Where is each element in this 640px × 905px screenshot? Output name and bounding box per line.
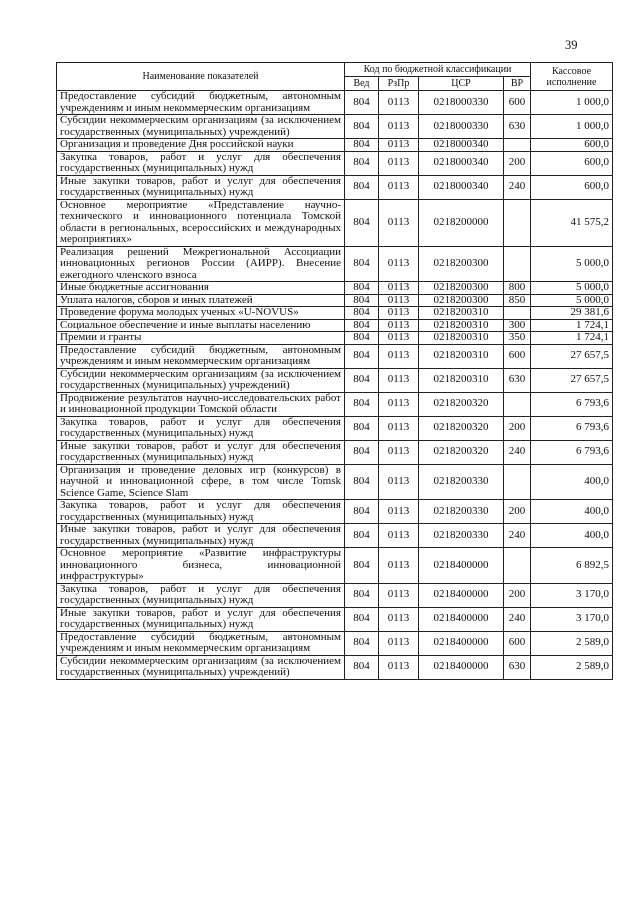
row-rzpr: 0113: [379, 440, 419, 464]
row-vr: 600: [504, 631, 531, 655]
row-ved: 804: [345, 294, 379, 307]
row-rzpr: 0113: [379, 416, 419, 440]
row-vr: 800: [504, 282, 531, 295]
row-amount: 400,0: [531, 500, 613, 524]
row-name: Продвижение результатов научно-исследовательских работ и инновационной продукции Томской области: [57, 392, 345, 416]
row-ved: 804: [345, 416, 379, 440]
row-amount: 27 657,5: [531, 344, 613, 368]
table-row: [57, 332, 613, 345]
budget-table: [56, 62, 613, 680]
row-vr: 600: [504, 91, 531, 115]
table-row: [57, 282, 613, 295]
row-vr: 200: [504, 583, 531, 607]
header-code-group: Код по бюджетной классификации: [345, 63, 531, 77]
row-amount: 27 657,5: [531, 368, 613, 392]
row-ved: 804: [345, 282, 379, 295]
row-ved: 804: [345, 607, 379, 631]
row-name: Уплата налогов, сборов и иных платежей: [57, 294, 345, 307]
header-amount: Кассовое исполнение: [531, 63, 613, 91]
row-rzpr: 0113: [379, 294, 419, 307]
table-row: [57, 440, 613, 464]
row-name: Иные закупки товаров, работ и услуг для обеспечения государственных (муниципальных) нужд: [57, 607, 345, 631]
row-name: Закупка товаров, работ и услуг для обеспечения государственных (муниципальных) нужд: [57, 151, 345, 175]
row-rzpr: 0113: [379, 139, 419, 152]
row-vr: 240: [504, 175, 531, 199]
row-name: Предоставление субсидий бюджетным, автономным учреждениям и иным некоммерческим организациям: [57, 344, 345, 368]
row-ved: 804: [345, 583, 379, 607]
row-ved: 804: [345, 440, 379, 464]
row-vr: [504, 392, 531, 416]
row-ved: 804: [345, 392, 379, 416]
row-amount: 600,0: [531, 175, 613, 199]
row-csr: 0218200310: [419, 332, 504, 345]
row-rzpr: 0113: [379, 91, 419, 115]
row-amount: 3 170,0: [531, 607, 613, 631]
table-row: [57, 548, 613, 584]
row-ved: 804: [345, 175, 379, 199]
row-name: Иные закупки товаров, работ и услуг для обеспечения государственных (муниципальных) нужд: [57, 440, 345, 464]
row-vr: 200: [504, 416, 531, 440]
row-rzpr: 0113: [379, 655, 419, 679]
row-ved: 804: [345, 91, 379, 115]
row-amount: 600,0: [531, 151, 613, 175]
header-ved: Вед: [345, 77, 379, 91]
row-name: Предоставление субсидий бюджетным, автономным учреждениям и иным некоммерческим организациям: [57, 91, 345, 115]
header-vr: ВР: [504, 77, 531, 91]
table-row: [57, 655, 613, 679]
table-row: [57, 91, 613, 115]
row-name: Иные закупки товаров, работ и услуг для обеспечения государственных (муниципальных) нужд: [57, 524, 345, 548]
table-row: [57, 368, 613, 392]
row-csr: 0218200310: [419, 307, 504, 320]
row-rzpr: 0113: [379, 500, 419, 524]
row-vr: 600: [504, 344, 531, 368]
row-rzpr: 0113: [379, 344, 419, 368]
row-rzpr: 0113: [379, 392, 419, 416]
row-ved: 804: [345, 115, 379, 139]
row-csr: 0218000340: [419, 139, 504, 152]
row-csr: 0218400000: [419, 655, 504, 679]
row-rzpr: 0113: [379, 175, 419, 199]
row-vr: 200: [504, 500, 531, 524]
table-row: [57, 199, 613, 246]
row-rzpr: 0113: [379, 631, 419, 655]
row-amount: 6 793,6: [531, 440, 613, 464]
table-row: [57, 607, 613, 631]
row-rzpr: 0113: [379, 524, 419, 548]
row-csr: 0218200330: [419, 524, 504, 548]
row-csr: 0218000340: [419, 175, 504, 199]
row-csr: 0218400000: [419, 607, 504, 631]
row-name: Иные бюджетные ассигнования: [57, 282, 345, 295]
row-csr: 0218400000: [419, 631, 504, 655]
row-vr: 240: [504, 440, 531, 464]
row-csr: 0218200320: [419, 392, 504, 416]
row-ved: 804: [345, 524, 379, 548]
row-csr: 0218400000: [419, 583, 504, 607]
row-vr: [504, 246, 531, 282]
row-csr: 0218200310: [419, 319, 504, 332]
row-amount: 6 892,5: [531, 548, 613, 584]
row-vr: 240: [504, 607, 531, 631]
row-ved: 804: [345, 151, 379, 175]
row-rzpr: 0113: [379, 464, 419, 500]
row-csr: 0218200300: [419, 282, 504, 295]
row-ved: 804: [345, 307, 379, 320]
row-name: Основное мероприятие «Развитие инфраструктуры инновационного бизнеса, инновационной инфраструктуры»: [57, 548, 345, 584]
row-vr: [504, 307, 531, 320]
row-vr: 350: [504, 332, 531, 345]
table-row: [57, 500, 613, 524]
row-csr: 0218200330: [419, 500, 504, 524]
row-ved: 804: [345, 246, 379, 282]
row-ved: 804: [345, 319, 379, 332]
header-csr: ЦСР: [419, 77, 504, 91]
row-csr: 0218000340: [419, 151, 504, 175]
row-rzpr: 0113: [379, 319, 419, 332]
row-amount: 2 589,0: [531, 655, 613, 679]
row-rzpr: 0113: [379, 368, 419, 392]
row-name: Организация и проведение Дня российской науки: [57, 139, 345, 152]
row-vr: 630: [504, 655, 531, 679]
row-vr: 630: [504, 115, 531, 139]
row-vr: 240: [504, 524, 531, 548]
row-amount: 29 381,6: [531, 307, 613, 320]
row-amount: 600,0: [531, 139, 613, 152]
row-ved: 804: [345, 368, 379, 392]
row-name: Основное мероприятие «Представление научно-технического и инновационного потенциала Томской области в региональных, всероссийских и международных мероприятиях»: [57, 199, 345, 246]
table-row: [57, 464, 613, 500]
row-ved: 804: [345, 548, 379, 584]
row-amount: 1 724,1: [531, 332, 613, 345]
row-rzpr: 0113: [379, 115, 419, 139]
table-row: [57, 246, 613, 282]
row-ved: 804: [345, 344, 379, 368]
row-ved: 804: [345, 631, 379, 655]
row-name: Иные закупки товаров, работ и услуг для обеспечения государственных (муниципальных) нужд: [57, 175, 345, 199]
table-row: [57, 151, 613, 175]
row-rzpr: 0113: [379, 307, 419, 320]
row-rzpr: 0113: [379, 607, 419, 631]
row-vr: [504, 464, 531, 500]
row-ved: 804: [345, 464, 379, 500]
table-row: [57, 524, 613, 548]
table-row: [57, 175, 613, 199]
table-row: [57, 344, 613, 368]
row-vr: 200: [504, 151, 531, 175]
row-csr: 0218400000: [419, 548, 504, 584]
row-rzpr: 0113: [379, 246, 419, 282]
row-csr: 0218200000: [419, 199, 504, 246]
row-amount: 5 000,0: [531, 294, 613, 307]
row-amount: 400,0: [531, 464, 613, 500]
row-name: Премии и гранты: [57, 332, 345, 345]
table-row: [57, 631, 613, 655]
row-amount: 1 724,1: [531, 319, 613, 332]
row-vr: [504, 139, 531, 152]
row-name: Социальное обеспечение и иные выплаты населению: [57, 319, 345, 332]
row-name: Субсидии некоммерческим организациям (за исключением государственных (муниципальных) учреждений): [57, 368, 345, 392]
row-amount: 1 000,0: [531, 115, 613, 139]
row-amount: 3 170,0: [531, 583, 613, 607]
row-amount: 400,0: [531, 524, 613, 548]
header-row: [57, 63, 613, 77]
row-csr: 0218200320: [419, 416, 504, 440]
row-vr: [504, 199, 531, 246]
row-name: Закупка товаров, работ и услуг для обеспечения государственных (муниципальных) нужд: [57, 583, 345, 607]
table-row: [57, 392, 613, 416]
row-amount: 1 000,0: [531, 91, 613, 115]
table-row: [57, 416, 613, 440]
row-name: Закупка товаров, работ и услуг для обеспечения государственных (муниципальных) нужд: [57, 500, 345, 524]
row-name: Закупка товаров, работ и услуг для обеспечения государственных (муниципальных) нужд: [57, 416, 345, 440]
row-vr: 850: [504, 294, 531, 307]
table-row: [57, 294, 613, 307]
row-vr: 300: [504, 319, 531, 332]
row-csr: 0218200300: [419, 246, 504, 282]
row-amount: 5 000,0: [531, 282, 613, 295]
row-amount: 41 575,2: [531, 199, 613, 246]
row-name: Реализация решений Межрегиональной Ассоциации инновационных регионов России (АИРР). Внесение ежегодного членского взноса: [57, 246, 345, 282]
row-csr: 0218000330: [419, 91, 504, 115]
header-name: Наименование показателей: [57, 63, 345, 91]
table-row: [57, 139, 613, 152]
row-amount: 6 793,6: [531, 392, 613, 416]
table-row: [57, 583, 613, 607]
row-csr: 0218000330: [419, 115, 504, 139]
row-csr: 0218200330: [419, 464, 504, 500]
row-csr: 0218200320: [419, 440, 504, 464]
row-vr: [504, 548, 531, 584]
row-csr: 0218200310: [419, 344, 504, 368]
table-row: [57, 115, 613, 139]
row-rzpr: 0113: [379, 332, 419, 345]
row-name: Организация и проведение деловых игр (конкурсов) в научной и инновационной сфере, в том числе Tomsk Science Game, Science Slam: [57, 464, 345, 500]
row-rzpr: 0113: [379, 151, 419, 175]
row-ved: 804: [345, 500, 379, 524]
header-rzpr: РзПр: [379, 77, 419, 91]
row-name: Субсидии некоммерческим организациям (за исключением государственных (муниципальных) учреждений): [57, 115, 345, 139]
row-ved: 804: [345, 139, 379, 152]
page-number: 39: [565, 38, 578, 52]
row-name: Предоставление субсидий бюджетным, автономным учреждениям и иным некоммерческим организациям: [57, 631, 345, 655]
row-csr: 0218200310: [419, 368, 504, 392]
table-row: [57, 307, 613, 320]
row-rzpr: 0113: [379, 282, 419, 295]
row-vr: 630: [504, 368, 531, 392]
row-name: Субсидии некоммерческим организациям (за исключением государственных (муниципальных) учреждений): [57, 655, 345, 679]
row-rzpr: 0113: [379, 583, 419, 607]
row-amount: 6 793,6: [531, 416, 613, 440]
row-rzpr: 0113: [379, 199, 419, 246]
row-amount: 2 589,0: [531, 631, 613, 655]
row-name: Проведение форума молодых ученых «U-NOVUS»: [57, 307, 345, 320]
row-amount: 5 000,0: [531, 246, 613, 282]
row-ved: 804: [345, 332, 379, 345]
table-row: [57, 319, 613, 332]
row-rzpr: 0113: [379, 548, 419, 584]
row-ved: 804: [345, 655, 379, 679]
row-csr: 0218200300: [419, 294, 504, 307]
row-ved: 804: [345, 199, 379, 246]
